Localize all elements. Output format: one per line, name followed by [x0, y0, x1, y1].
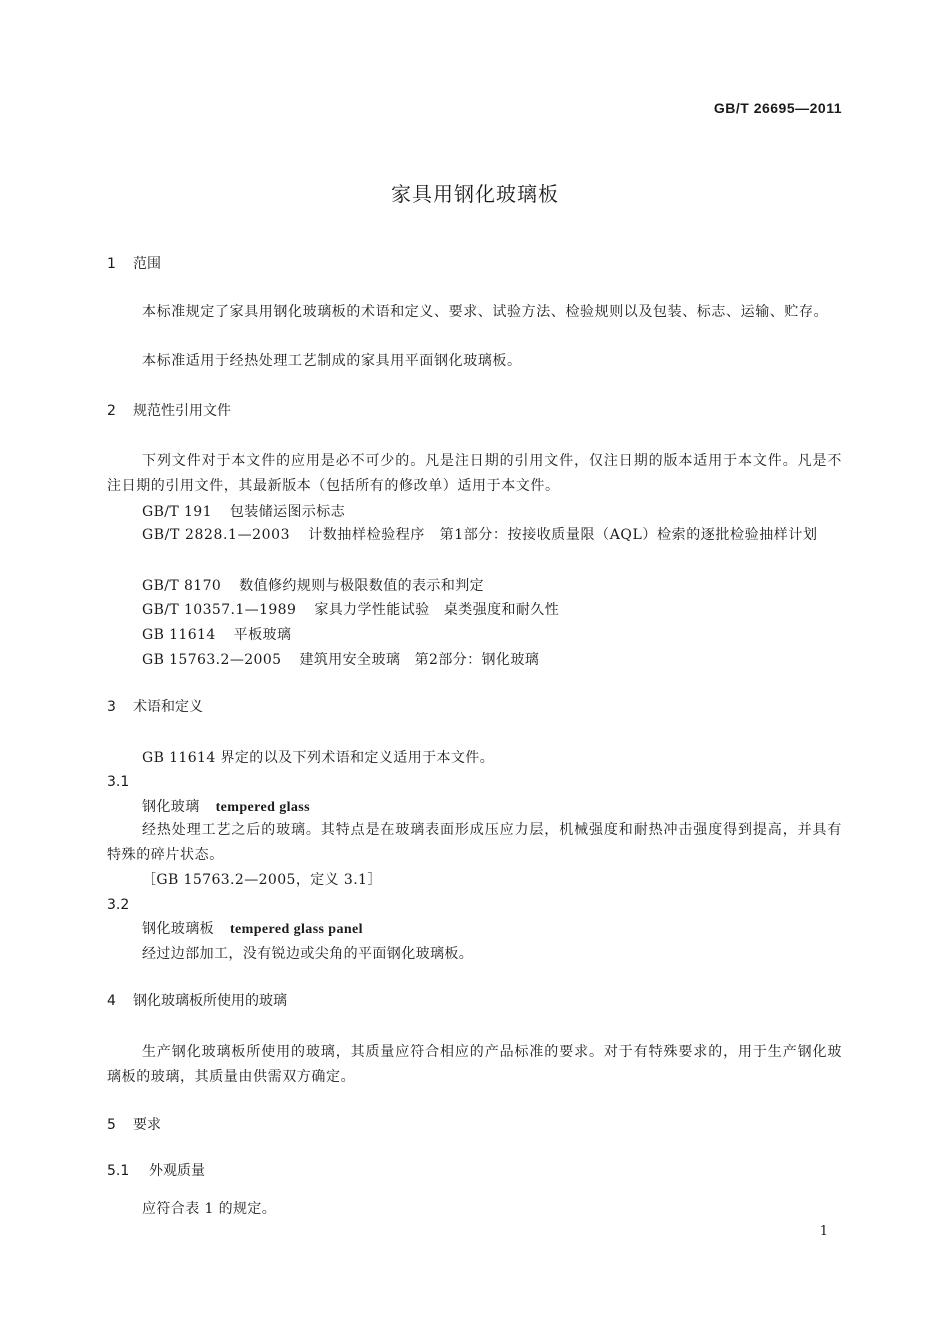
term-english: tempered glass panel	[230, 922, 363, 937]
section-3-heading	[107, 697, 203, 717]
paragraph: GB 11614 界定的以及下列术语和定义适用于本文件。	[142, 750, 495, 766]
section-title: 外观质量	[149, 1163, 205, 1179]
term-source: ［GB 15763.2—2005，定义 3.1］	[142, 872, 382, 888]
term-number: 3.2	[107, 897, 130, 913]
term-number: 3.1	[107, 774, 130, 790]
section-number: 5.1	[107, 1163, 130, 1179]
section-2-heading	[107, 401, 231, 421]
subsection-5-1-heading	[107, 1161, 205, 1181]
paragraph: 本标准适用于经热处理工艺制成的家具用平面钢化玻璃板。	[142, 353, 522, 369]
reference-item	[142, 502, 345, 522]
reference-item	[142, 650, 539, 670]
reference-title: 家具力学性能试验 桌类强度和耐久性	[314, 602, 560, 618]
paragraph: 生产钢化玻璃板所使用的玻璃，其质量应符合相应的产品标准的要求。对于有特殊要求的，用于生产钢化玻璃板的玻璃，其质量由供需双方确定。	[107, 1044, 842, 1085]
section-title: 要求	[133, 1117, 161, 1133]
section-title: 钢化玻璃板所使用的玻璃	[133, 993, 287, 1009]
reference-title: 数值修约规则与极限数值的表示和判定	[239, 578, 485, 594]
reference-item	[142, 625, 291, 645]
paragraph: 本标准规定了家具用钢化玻璃板的术语和定义、要求、试验方法、检验规则以及包装、标志、运输、贮存。	[142, 304, 829, 320]
term-english: tempered glass	[215, 800, 310, 815]
reference-item	[142, 576, 484, 596]
reference-code: GB/T 10357.1—1989	[142, 602, 297, 618]
section-number: 5	[107, 1117, 116, 1133]
reference-code: GB/T 8170	[142, 578, 222, 594]
reference-title: 平板玻璃	[233, 627, 292, 643]
reference-code: GB/T 191	[142, 504, 212, 520]
reference-title: 包装储运图示标志	[229, 504, 346, 520]
section-number: 4	[107, 993, 116, 1009]
section-title: 范围	[133, 256, 161, 272]
section-number: 3	[107, 699, 116, 715]
term-heading	[142, 919, 363, 940]
term-heading	[142, 797, 310, 818]
term-definition: 经过边部加工，没有锐边或尖角的平面钢化玻璃板。	[142, 946, 474, 962]
reference-item	[142, 600, 559, 620]
term-chinese: 钢化玻璃板	[142, 921, 214, 937]
section-number: 1	[107, 256, 116, 272]
section-title: 术语和定义	[133, 699, 203, 715]
paragraph: 下列文件对于本文件的应用是必不可少的。凡是注日期的引用文件，仅注日期的版本适用于本文件。凡是不注日期的引用文件，其最新版本（包括所有的修改单）适用于本文件。	[107, 453, 842, 494]
section-title: 规范性引用文件	[133, 403, 231, 419]
term-chinese: 钢化玻璃	[142, 799, 200, 815]
reference-code: GB 15763.2—2005	[142, 652, 282, 668]
reference-title: 计数抽样检验程序 第1部分：按接收质量限（AQL）检索的逐批检验抽样计划	[308, 527, 818, 543]
document-title: 家具用钢化玻璃板	[391, 182, 559, 206]
section-1-heading	[107, 254, 161, 274]
reference-code: GB 11614	[142, 627, 216, 643]
reference-code: GB/T 2828.1—2003	[142, 527, 291, 543]
section-5-heading	[107, 1115, 161, 1135]
page-number: 1	[819, 1224, 828, 1239]
reference-title: 建筑用安全玻璃 第2部分：钢化玻璃	[299, 652, 540, 668]
section-4-heading	[107, 991, 287, 1011]
section-number: 2	[107, 403, 116, 419]
document-code: GB/T 26695—2011	[713, 100, 842, 116]
term-definition: 经热处理工艺之后的玻璃。其特点是在玻璃表面形成压应力层，机械强度和耐热冲击强度得到提高，并具有特殊的碎片状态。	[107, 822, 842, 863]
paragraph: 应符合表 1 的规定。	[142, 1201, 277, 1217]
reference-item	[107, 523, 842, 548]
